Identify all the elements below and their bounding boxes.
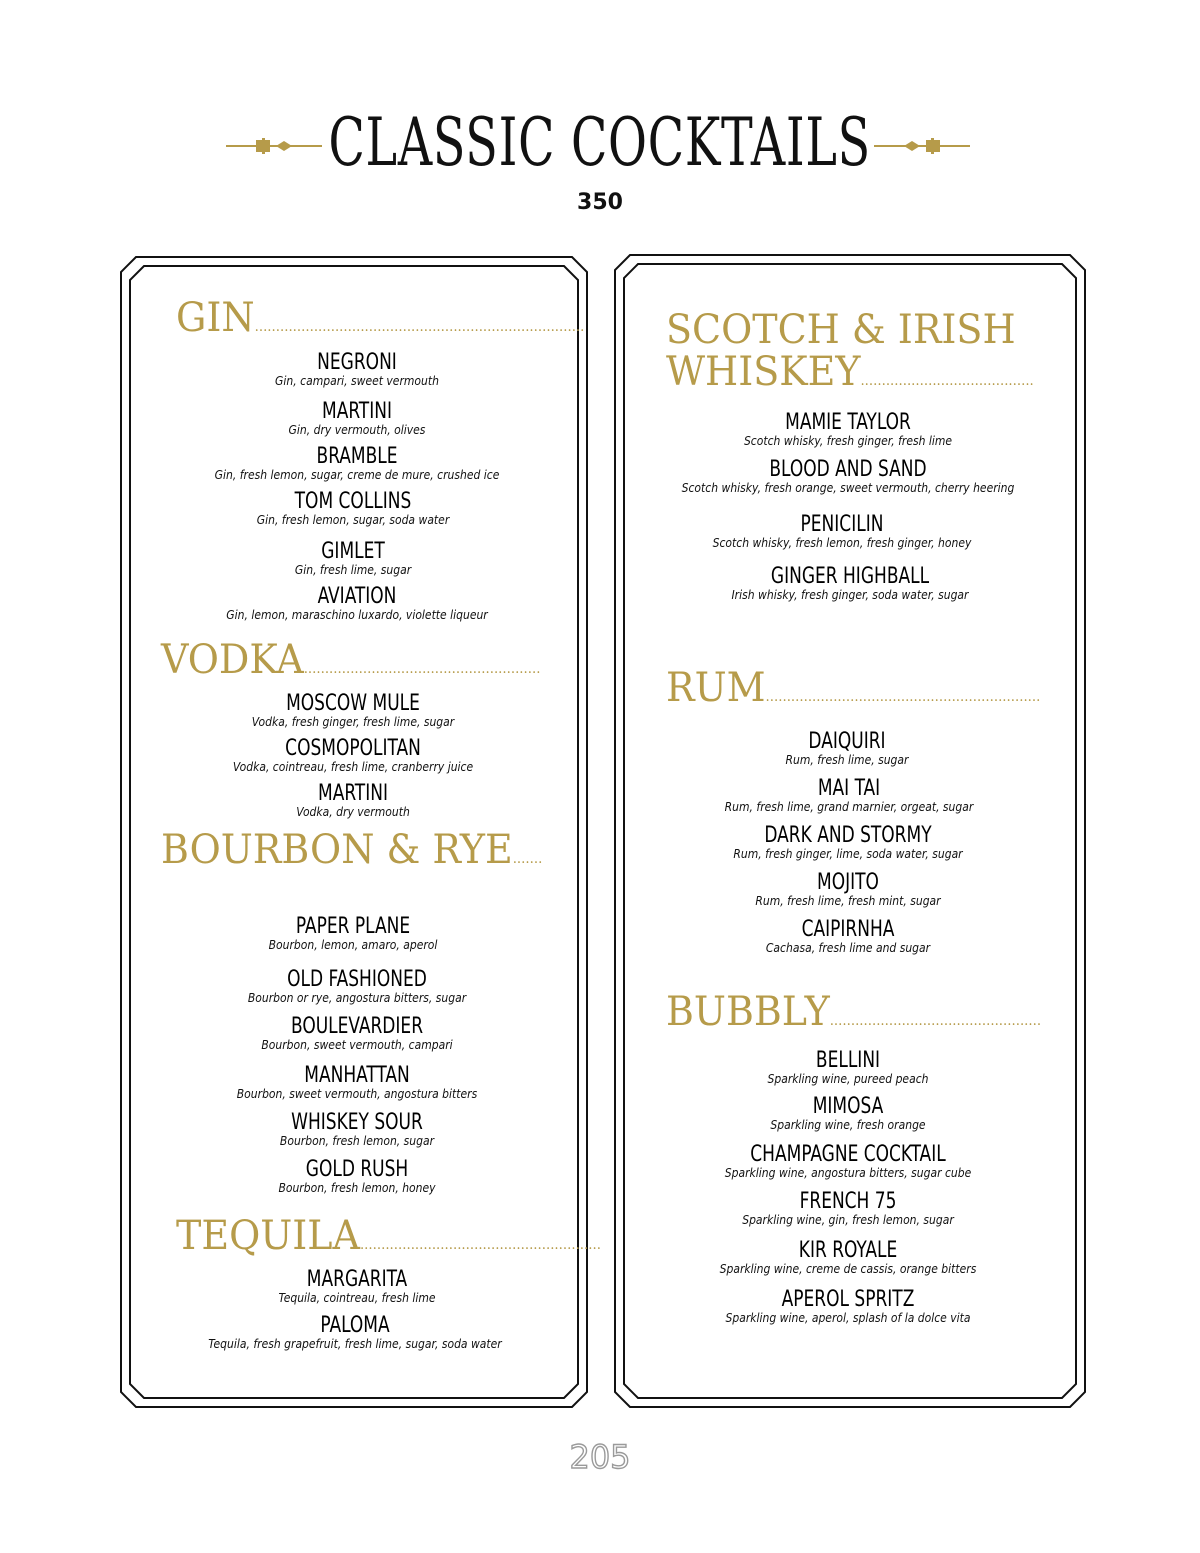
section-heading-text: BOURBON & RYE <box>161 827 513 873</box>
menu-item <box>157 1016 557 1053</box>
item-description: Scotch whisky, fresh lemon, fresh ginger, honey <box>712 536 972 550</box>
menu-item <box>648 412 1048 449</box>
dot-leader: ......................................................... <box>359 1237 601 1253</box>
menu-item <box>648 1240 1048 1277</box>
section-heading-text: VODKA <box>161 637 304 683</box>
menu-item <box>155 1315 555 1352</box>
menu-item <box>157 1112 557 1149</box>
item-name: BLOOD AND SAND <box>769 457 927 482</box>
menu-item <box>650 566 1050 603</box>
item-name: AVIATION <box>317 584 397 609</box>
item-name: MOSCOW MULE <box>286 691 420 716</box>
item-description: Vodka, fresh ginger, fresh lime, sugar <box>251 715 455 729</box>
item-description: Rum, fresh lime, grand marnier, orgeat, sugar <box>724 800 974 814</box>
menu-item <box>157 401 557 438</box>
item-name: GIMLET <box>321 539 385 564</box>
item-description: Sparkling wine, aperol, splash of la dolce vita <box>725 1311 971 1325</box>
menu-item <box>157 446 557 483</box>
item-name: PENICILIN <box>800 512 884 537</box>
item-description: Tequila, fresh grapefruit, fresh lime, sugar, soda water <box>208 1337 502 1351</box>
item-name: DARK AND STORMY <box>764 823 932 848</box>
item-description: Scotch whisky, fresh orange, sweet vermouth, cherry heering <box>681 481 1015 495</box>
menu-item <box>157 1159 557 1196</box>
logo-text: 205 <box>569 1438 631 1476</box>
title-wrap <box>0 100 1200 186</box>
item-name: NEGRONI <box>317 350 397 375</box>
section-heading-text: GIN <box>176 295 255 341</box>
section-heading-text: SCOTCH & IRISH <box>666 307 1016 353</box>
menu-item <box>648 1050 1048 1087</box>
item-name: MAMIE TAYLOR <box>785 410 911 435</box>
dot-leader: ......................................... <box>860 373 1034 389</box>
menu-item <box>157 1269 557 1306</box>
section-heading-gin <box>176 296 584 349</box>
item-name: BELLINI <box>815 1048 881 1073</box>
menu-item <box>648 1191 1048 1228</box>
item-description: Gin, fresh lemon, sugar, creme de mure, crushed ice <box>214 468 500 482</box>
item-description: Sparkling wine, fresh orange <box>770 1118 926 1132</box>
item-description: Rum, fresh lime, sugar <box>785 753 909 767</box>
item-description: Sparkling wine, gin, fresh lemon, sugar <box>742 1213 954 1227</box>
item-name: MANHATTAN <box>304 1063 410 1088</box>
menu-item <box>153 738 553 775</box>
section-heading-text: RUM <box>666 665 766 711</box>
menu-item <box>648 825 1048 862</box>
205-logo-icon <box>560 1436 640 1476</box>
dot-leader: .................................................. <box>829 1013 1042 1029</box>
section-heading-bubbly <box>666 990 1041 1043</box>
item-name: BOULEVARDIER <box>290 1014 424 1039</box>
section-heading-whiskey <box>666 350 1034 403</box>
item-name: WHISKEY SOUR <box>291 1110 423 1135</box>
menu-item <box>649 778 1049 815</box>
item-name: MARTINI <box>318 781 388 806</box>
item-name: MARTINI <box>322 399 392 424</box>
dot-leader: ........................................................ <box>303 661 541 677</box>
item-description: Gin, lemon, maraschino luxardo, violette liqueur <box>226 608 488 622</box>
menu-item <box>153 916 553 953</box>
menu-item <box>157 1065 557 1102</box>
item-name: MOJITO <box>817 870 879 895</box>
item-description: Vodka, cointreau, fresh lime, cranberry juice <box>232 760 474 774</box>
menu-item <box>648 459 1048 496</box>
menu-item <box>153 491 553 528</box>
dot-leader: ................................................................. <box>765 689 1041 705</box>
section-heading-scotch-irish <box>666 308 1016 352</box>
item-description: Gin, campari, sweet vermouth <box>275 374 439 388</box>
menu-item <box>647 731 1047 768</box>
menu-item <box>153 541 553 578</box>
page-title: CLASSIC COCKTAILS <box>328 104 872 181</box>
item-name: COSMOPOLITAN <box>285 736 421 761</box>
menu-item <box>648 919 1048 956</box>
menu-item <box>157 586 557 623</box>
item-description: Gin, fresh lemon, sugar, soda water <box>256 513 450 527</box>
item-description: Tequila, cointreau, fresh lime <box>278 1291 436 1305</box>
art-deco-divider-icon <box>226 136 322 156</box>
menu-item <box>153 693 553 730</box>
item-name: KIR ROYALE <box>798 1238 898 1263</box>
item-description: Bourbon, fresh lemon, honey <box>278 1181 436 1195</box>
menu-item <box>153 783 553 820</box>
item-name: MAI TAI <box>817 776 881 801</box>
item-name: APEROL SPRITZ <box>781 1287 915 1312</box>
item-description: Gin, dry vermouth, olives <box>288 423 426 437</box>
item-description: Rum, fresh lime, fresh mint, sugar <box>755 894 941 908</box>
dot-leader: .............................................................................. <box>254 319 585 335</box>
section-heading-vodka <box>161 638 540 691</box>
item-description: Gin, fresh lime, sugar <box>294 563 412 577</box>
item-description: Vodka, dry vermouth <box>296 805 410 819</box>
item-description: Sparkling wine, creme de cassis, orange bitters <box>719 1262 977 1276</box>
item-name: CAIPIRNHA <box>801 917 895 942</box>
menu-item <box>157 352 557 389</box>
item-name: GOLD RUSH <box>305 1157 409 1182</box>
item-description: Sparkling wine, angostura bitters, sugar cube <box>724 1166 972 1180</box>
item-description: Irish whisky, fresh ginger, soda water, sugar <box>731 588 969 602</box>
item-name: CHAMPAGNE COCKTAIL <box>750 1142 946 1167</box>
menu-item <box>648 1289 1048 1326</box>
price-label: 350 <box>577 190 623 215</box>
item-name: MIMOSA <box>812 1094 884 1119</box>
item-name: PAPER PLANE <box>295 914 411 939</box>
menu-item <box>157 969 557 1006</box>
item-name: DAIQUIRI <box>808 729 886 754</box>
item-name: BRAMBLE <box>316 444 398 469</box>
section-heading-text: BUBBLY <box>666 989 830 1035</box>
item-name: TOM COLLINS <box>294 489 412 514</box>
item-description: Bourbon, sweet vermouth, angostura bitters <box>236 1087 478 1101</box>
item-name: FRENCH 75 <box>799 1189 897 1214</box>
item-description: Bourbon, sweet vermouth, campari <box>261 1038 453 1052</box>
menu-item <box>642 514 1042 551</box>
item-name: GINGER HIGHBALL <box>770 564 930 589</box>
section-heading-text: TEQUILA <box>176 1213 360 1259</box>
item-description: Scotch whisky, fresh ginger, fresh lime <box>743 434 953 448</box>
item-name: OLD FASHIONED <box>287 967 427 992</box>
item-description: Bourbon or rye, angostura bitters, sugar <box>247 991 467 1005</box>
art-deco-divider-icon <box>874 136 970 156</box>
dot-leader: ....... <box>512 851 543 867</box>
item-description: Bourbon, fresh lemon, sugar <box>279 1134 435 1148</box>
item-name: MARGARITA <box>306 1267 408 1292</box>
menu-item <box>648 1144 1048 1181</box>
item-description: Sparkling wine, pureed peach <box>767 1072 929 1086</box>
item-name: PALOMA <box>320 1313 390 1338</box>
item-description: Bourbon, lemon, amaro, aperol <box>268 938 438 952</box>
section-heading-rum <box>666 666 1040 719</box>
menu-item <box>648 1096 1048 1133</box>
menu-item <box>648 872 1048 909</box>
section-heading-tequila <box>176 1214 601 1267</box>
item-description: Rum, fresh ginger, lime, soda water, sugar <box>733 847 963 861</box>
section-heading-bourbon-rye <box>161 828 542 881</box>
section-heading-text: WHISKEY <box>666 349 861 395</box>
item-description: Cachasa, fresh lime and sugar <box>765 941 931 955</box>
